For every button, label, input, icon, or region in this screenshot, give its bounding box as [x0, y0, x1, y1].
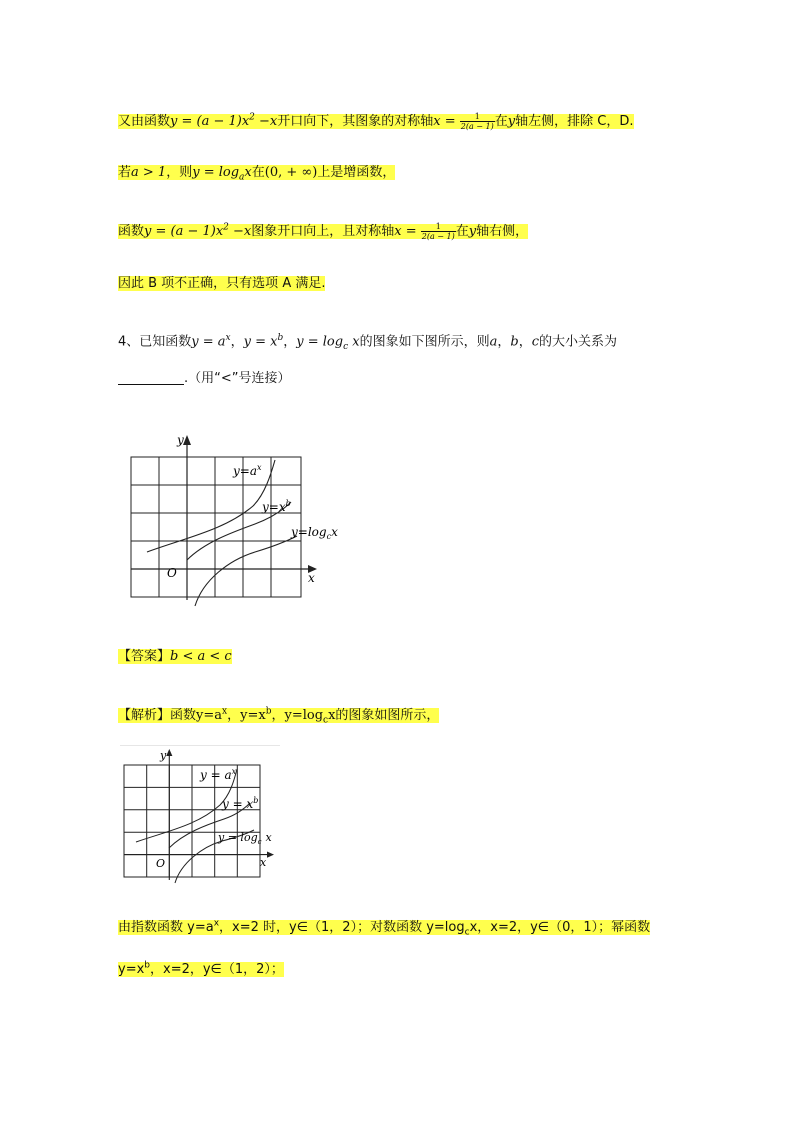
text: 在 — [494, 114, 508, 130]
analysis-tag: 【解析】函数 — [118, 708, 197, 724]
conclusion-line-2 — [118, 955, 284, 981]
formula: y=x — [240, 708, 266, 724]
paragraph-conclusion-b — [118, 273, 325, 295]
label-text: y = x — [222, 797, 254, 811]
label-sup: b — [253, 796, 259, 805]
text: 因此 B 项不正确，只有选项 A 满足. — [118, 276, 326, 291]
text: ，x=2 时，y∈（1，2）；对数函数 y=log — [219, 920, 465, 936]
label-exponential — [199, 767, 237, 782]
x-axis-label: x — [260, 856, 267, 869]
fraction-denominator: 2(a − 1) — [421, 232, 455, 242]
formula-sup: 2 — [223, 223, 229, 233]
formula-sup: b — [277, 333, 284, 343]
variable: y — [468, 224, 477, 240]
formula-sup: 2 — [249, 113, 255, 123]
formula: x = — [433, 114, 460, 130]
text: 又由函数 — [118, 114, 171, 130]
text: ，则 — [166, 165, 193, 180]
label-text: y=log — [291, 525, 327, 539]
text: 4、已知函数 — [118, 334, 192, 350]
variable: a — [489, 334, 498, 350]
paragraph-log-increasing — [118, 162, 395, 189]
function-graph-2 — [118, 745, 283, 885]
text: .（用“<”号连接） — [184, 371, 291, 386]
text: 由指数函数 y=a — [118, 920, 214, 936]
text: 轴左侧，排除 C，D. — [515, 114, 634, 130]
label-exponential — [232, 463, 262, 478]
separator: ， — [227, 708, 241, 724]
text: 若 — [118, 165, 132, 180]
separator: ， — [497, 334, 511, 350]
label-power — [261, 499, 291, 514]
x-axis-arrow — [267, 852, 274, 858]
fraction — [460, 112, 495, 131]
y-axis-label: y — [160, 749, 167, 762]
y-axis-label: y — [177, 433, 184, 447]
text: ，x=2，y∈（1，2）； — [150, 962, 284, 978]
label-text: y = a — [200, 768, 232, 782]
formula: y = log — [192, 165, 240, 180]
answer-blank — [118, 370, 184, 385]
formula-sub: a — [239, 172, 245, 183]
formula: a > 1 — [131, 165, 167, 180]
grid — [131, 457, 301, 597]
answer-value: b < a < c — [170, 649, 232, 664]
label-text: y=a — [233, 464, 257, 478]
formula: y = x — [243, 334, 278, 350]
text: 在 — [251, 165, 265, 180]
text: 轴右侧， — [476, 224, 529, 240]
label-sub: c — [326, 532, 332, 541]
text: 的图象如下图所示，则 — [359, 334, 490, 350]
text: x，x=2，y∈（0，1）；幂函数 — [469, 920, 651, 936]
formula: y=a — [196, 708, 223, 724]
formula-sup: x — [222, 707, 228, 717]
formula-sub: c — [343, 341, 349, 352]
text: 图象开口向上，且对称轴 — [251, 224, 395, 240]
formula: x = — [394, 224, 421, 240]
formula: y = a — [191, 334, 226, 350]
variable: y — [507, 114, 516, 130]
answer-tag: 【答案】 — [118, 649, 171, 664]
text: 上是增函数， — [317, 165, 396, 180]
y-axis-arrow — [166, 749, 172, 756]
x-axis-label: x — [308, 571, 315, 585]
formula: y = (a − 1)x — [170, 114, 250, 130]
formula: y = (a − 1)x — [144, 224, 224, 240]
label-text: y = log — [218, 831, 258, 844]
grid — [124, 765, 260, 877]
formula-sup: x — [213, 919, 220, 929]
text: 函数 — [118, 224, 145, 240]
text: y=x — [118, 962, 145, 978]
formula: x — [328, 708, 336, 724]
label-log — [217, 831, 273, 846]
y-axis-arrow — [183, 435, 191, 445]
paragraph-symmetry-axis-right — [118, 217, 528, 243]
separator: ， — [230, 334, 244, 350]
function-graph-1 — [125, 430, 350, 610]
analysis-line — [118, 701, 439, 732]
text: 在 — [455, 224, 469, 240]
label-log — [290, 525, 338, 541]
text: 开口向下，其图象的对称轴 — [277, 114, 434, 130]
separator: ， — [283, 334, 297, 350]
formula: y = log — [296, 334, 344, 350]
label-text: x — [331, 525, 338, 539]
formula: x — [348, 334, 360, 350]
label-text: y=x — [262, 500, 286, 514]
fraction-numerator: 1 — [460, 112, 495, 122]
formula: x — [244, 165, 252, 180]
fraction-numerator: 1 — [421, 222, 456, 232]
separator: ， — [271, 708, 285, 724]
text: 的图象如图所示， — [335, 708, 440, 724]
formula-sub: c — [464, 927, 470, 938]
variable: b — [510, 334, 519, 350]
fraction-denominator: 2(a − 1) — [460, 122, 494, 132]
label-power — [221, 796, 258, 811]
formula-sup: x — [225, 333, 231, 343]
origin-label: O — [156, 857, 166, 870]
conclusion-line-1 — [118, 913, 650, 944]
variable: c — [531, 334, 540, 350]
origin-label: O — [167, 566, 177, 580]
answer-line — [118, 646, 232, 668]
question-4-blank-line — [118, 368, 291, 390]
paragraph-symmetry-axis-left — [118, 107, 634, 133]
formula: −x — [254, 114, 278, 130]
separator: ， — [518, 334, 532, 350]
formula: −x — [228, 224, 252, 240]
formula-sub: c — [323, 715, 329, 726]
label-text: x — [265, 831, 272, 844]
label-sub: c — [257, 838, 262, 846]
label-sup: x — [231, 767, 237, 776]
label-sup: b — [285, 499, 291, 508]
label-sup: x — [257, 463, 262, 472]
formula: y=log — [284, 708, 324, 724]
formula-sup: b — [265, 707, 272, 717]
text: 的大小关系为 — [539, 334, 618, 350]
formula: (0, + ∞) — [264, 165, 318, 180]
question-4 — [118, 327, 617, 358]
formula-sup: b — [144, 961, 150, 971]
curve-log — [195, 536, 297, 606]
fraction — [421, 222, 456, 241]
